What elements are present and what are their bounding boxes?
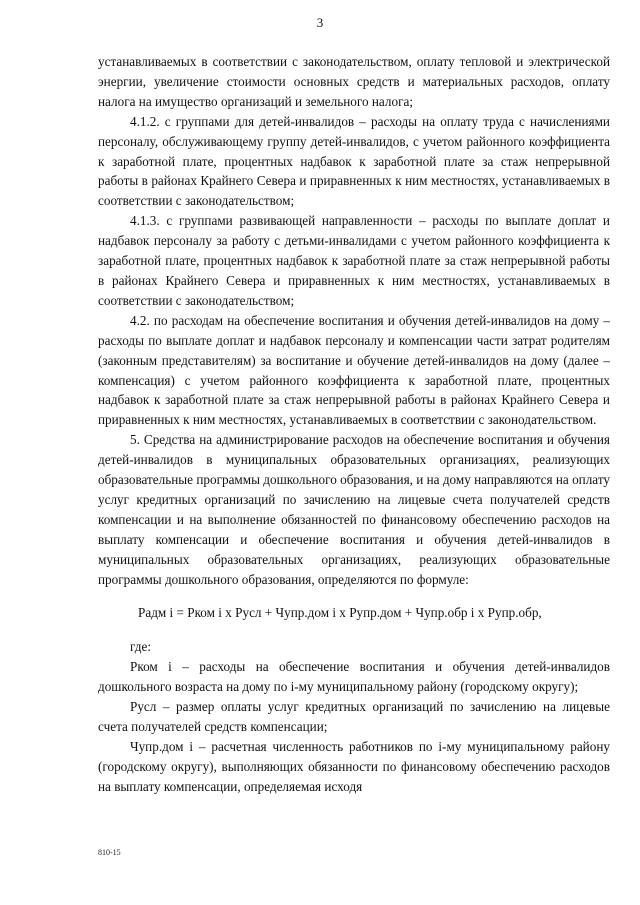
paragraph-4-2: 4.2. по расходам на обеспечение воспитания и обучения детей-инвалидов на дому – расходы по выплате доплат и надбавок персоналу и компенсации части затрат родителям (законным представителям) за воспитание и обучение детей-инвалидов на дому (далее – компенсация) с учетом районного коэффициента к заработной плате, процентных надбавок к заработной плате за стаж непрерывной работы в районах Крайнего Севера и приравненных к ним местностях, устанавливаемых в соответствии с законодательством. bbox=[98, 312, 610, 428]
where-label: где: bbox=[130, 639, 151, 655]
formula: Радм i = Рком i х Русл + Чупр.дом i х Рупр.дом + Чупр.обр i х Рупр.обр, bbox=[138, 605, 542, 621]
paragraph-4-1-3: 4.1.3. с группами развивающей направленности – расходы по выплате доплат и надбавок персоналу за работу с детьми-инвалидами с учетом районного коэффициента к заработной плате, процентных надбавок к заработной плате за стаж непрерывной работы в районах Крайнего Севера и приравненных к ним местностях, устанавливаемых в соответствии с законодательством; bbox=[98, 213, 610, 308]
footer-code: 810-15 bbox=[98, 848, 121, 857]
definition-rkom: Рком i – расходы на обеспечение воспитания и обучения детей-инвалидов дошкольного возраста на дому по i-му муниципальному району (городскому округу); bbox=[98, 659, 610, 695]
page-number: 3 bbox=[316, 15, 324, 30]
document-body bbox=[98, 52, 610, 797]
paragraph-5: 5. Средства на администрирование расходов на обеспечение воспитания и обучения детей-инвалидов в муниципальных образовательных организациях, реализующих образовательные программы дошкольного образования, и на дому направляются на оплату услуг кредитных организаций по зачислению на лицевые счета получателей средств компенсации и на выполнение обязанностей по финансовому обеспечению расходов на выплату компенсации и обеспечение воспитания и обучения детей-инвалидов в муниципальных образовательных организациях, реализующих образовательные программы дошкольного образования, определяются по формуле: bbox=[98, 432, 610, 587]
paragraph-4-1-2: 4.1.2. с группами для детей-инвалидов – расходы на оплату труда с начислениями персоналу, обслуживающему группу детей-инвалидов, с учетом районного коэффициента к заработной плате, процентных надбавок к заработной плате за стаж непрерывной работы в районах Крайнего Севера и приравненных к ним местностях, устанавливаемых в соответствии с законодательством; bbox=[98, 113, 610, 209]
paragraph-continuation: устанавливаемых в соответствии с законодательством, оплату тепловой и электрической энергии, увеличение стоимости основных средств и материальных расходов, оплату налога на имущество организаций и земельного налога; bbox=[98, 54, 610, 109]
definition-rusl: Русл – размер оплаты услуг кредитных организаций по зачислению на лицевые счета получателей средств компенсации; bbox=[98, 699, 610, 734]
definition-chupr-dom: Чупр.дом i – расчетная численность работников по i-му муниципальному району (городскому округу), выполняющих обязанности по финансовому обеспечению расходов на выплату компенсации, определяемая исходя bbox=[98, 738, 610, 794]
